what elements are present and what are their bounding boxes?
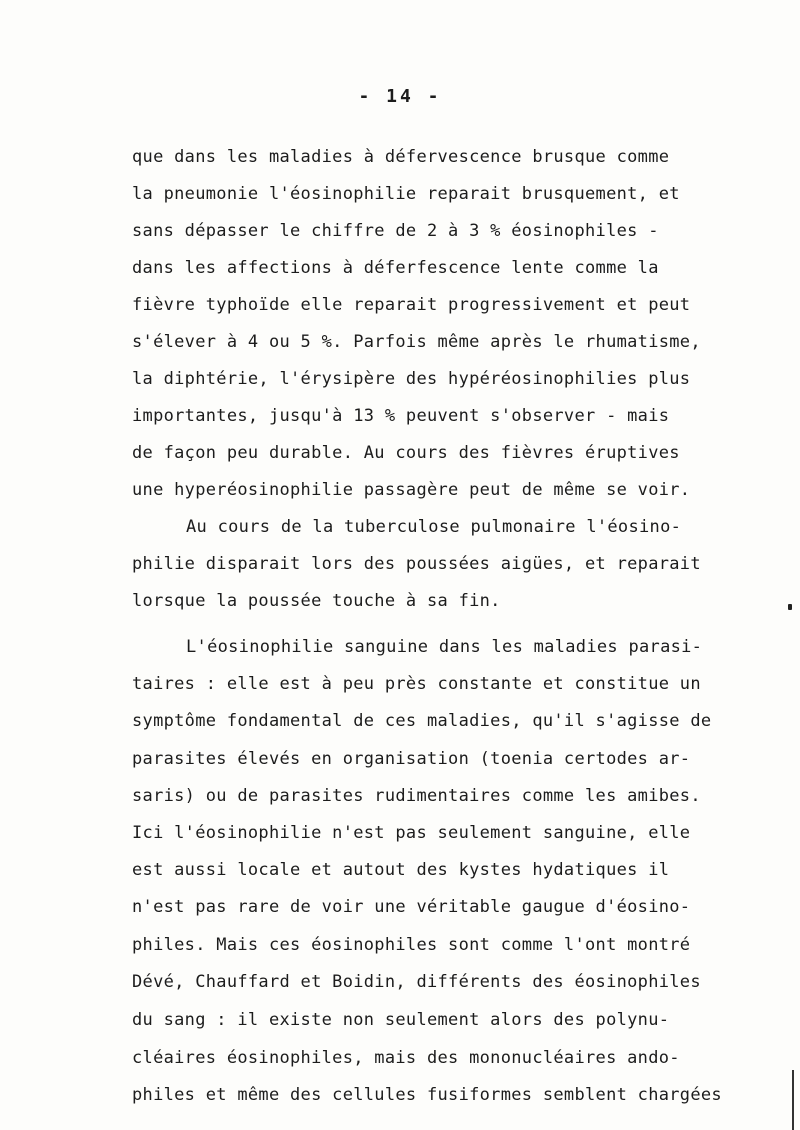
text-line: philes et même des cellules fusiformes semblent chargées [132, 1085, 722, 1105]
text-line: fièvre typhoïde elle reparait progressivement et peut [132, 295, 691, 315]
scan-edge-mark [792, 1070, 794, 1130]
text-line: Dévé, Chauffard et Boidin, différents des éosinophiles [132, 972, 701, 992]
text-line: sans dépasser le chiffre de 2 à 3 % éosinophiles - [132, 221, 659, 241]
text-line: que dans les maladies à défervescence brusque comme [132, 147, 670, 167]
text-line: symptôme fondamental de ces maladies, qu'il s'agisse de [132, 711, 712, 731]
text-line: Ici l'éosinophilie n'est pas seulement sanguine, elle [132, 823, 691, 843]
margin-mark [788, 604, 792, 610]
text-line: du sang : il existe non seulement alors des polynu- [132, 1010, 670, 1030]
text-line: importantes, jusqu'à 13 % peuvent s'observer - mais [132, 406, 670, 426]
text-line: de façon peu durable. Au cours des fièvres éruptives [132, 443, 680, 463]
text-line: une hyperéosinophilie passagère peut de même se voir. [132, 480, 691, 500]
text-line: saris) ou de parasites rudimentaires comme les amibes. [132, 786, 701, 806]
text-line: est aussi locale et autout des kystes hydatiques il [132, 860, 670, 880]
text-line: lorsque la poussée touche à sa fin. [132, 591, 501, 611]
text-line: s'élever à 4 ou 5 %. Parfois même après le rhumatisme, [132, 332, 701, 352]
paragraph-start-line: Au cours de la tuberculose pulmonaire l'éosino- [186, 517, 682, 537]
text-line: dans les affections à déferfescence lente comme la [132, 258, 659, 278]
text-line: la diphtérie, l'érysipère des hypéréosinophilies plus [132, 369, 691, 389]
text-line: philes. Mais ces éosinophiles sont comme l'ont montré [132, 935, 691, 955]
paragraph-start-line: L'éosinophilie sanguine dans les maladies parasi- [186, 637, 703, 657]
text-line: philie disparait lors des poussées aigües, et reparait [132, 554, 701, 574]
page-number: - 14 - [358, 86, 442, 107]
text-line: cléaires éosinophiles, mais des mononucléaires ando- [132, 1048, 680, 1068]
text-line: taires : elle est à peu près constante et constitue un [132, 674, 701, 694]
text-line: la pneumonie l'éosinophilie reparait brusquement, et [132, 184, 680, 204]
text-line: parasites élevés en organisation (toenia certodes ar- [132, 749, 691, 769]
text-line: n'est pas rare de voir une véritable gaugue d'éosino- [132, 897, 691, 917]
